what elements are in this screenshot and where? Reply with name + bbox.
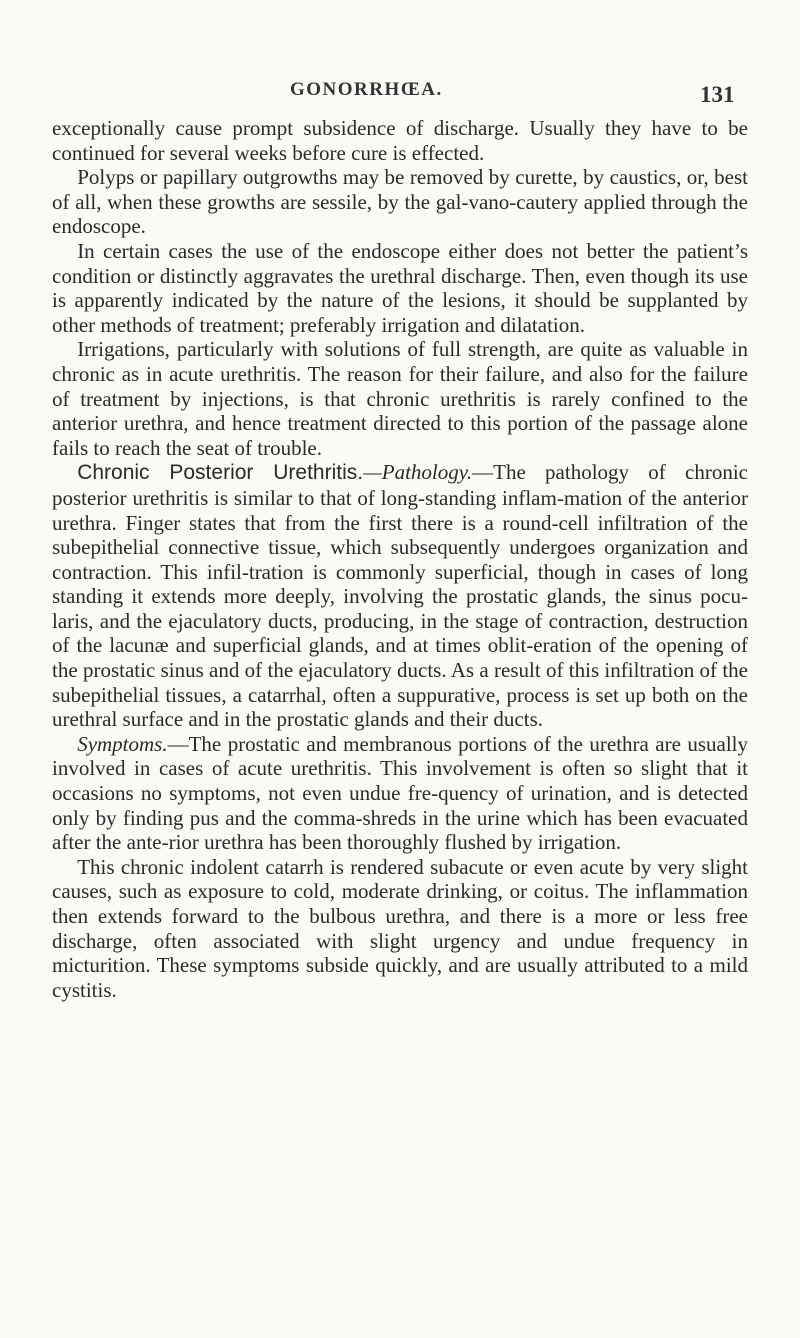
paragraph-polyps: Polyps or papillary outgrowths may be removed by curette, by caustics, or, best of all, when these growths are sessile, by the gal-vano-cautery applied through the endoscope. bbox=[52, 165, 748, 239]
pathology-subhead: —Pathology. bbox=[363, 460, 473, 485]
paragraph-continuation: exceptionally cause prompt subsidence of discharge. Usually they have to be continued for several weeks before cure is effected. bbox=[52, 116, 748, 165]
pathology-text: —The pathology of chronic posterior urethritis is similar to that of long-standing inflam-mation of the anterior urethra. Finger states that from the first there is a round-cell infiltration of the subepithelial connective tissue, which subsequently undergoes organization and contraction. This infil-tration is commonly superficial, though in cases of long standing it extends more deeply, involving the prostatic glands, the sinus pocu-laris, and the ejaculatory ducts, producing, in the stage of contraction, destruction of the lacunæ and superficial glands, and at times oblit-eration of the opening of the prostatic sinus and of the ejaculatory ducts. As a result of this infiltration of the subepithelial tissues, a catarrhal, often a suppurative, process is set up both on the urethral surface and in the prostatic glands and their ducts. bbox=[52, 460, 748, 732]
paragraph-catarrh: This chronic indolent catarrh is rendered subacute or even acute by very slight causes, such as exposure to cold, moderate drinking, or coitus. The inflammation then extends forward to the bulbous urethra, and there is a more or less free discharge, often associated with slight urgency and undue frequency in micturition. These symptoms subside quickly, and are usually attributed to a mild cystitis. bbox=[52, 854, 748, 1002]
paragraph-endoscope: In certain cases the use of the endoscope either does not better the patient’s condition or distinctly aggravates the urethral discharge. Then, even though its use is apparently indicated by the nature of the lesions, it should be supplanted by other methods of treatment; preferably irrigation and dilatation. bbox=[52, 238, 748, 337]
paragraph-irrigations: Irrigations, particularly with solutions of full strength, are quite as valuable in chronic as in acute urethritis. The reason for their failure, and also for the failure of treatment by injections, is that chronic urethritis is rarely confined to the anterior urethra, and hence treatment directed to this portion of the passage alone fails to reach the seat of trouble. bbox=[52, 337, 748, 460]
page-number: 131 bbox=[700, 82, 735, 107]
symptoms-subhead: Symptoms. bbox=[77, 731, 168, 756]
section-heading: Chronic Posterior Urethritis. bbox=[77, 461, 364, 485]
paragraph-posterior-urethritis bbox=[52, 460, 748, 732]
body-text bbox=[52, 116, 748, 1002]
symptoms-text: —The prostatic and membranous portions of the urethra are usually involved in cases of acute urethritis. This involvement is often so slight that it occasions no symptoms, not even undue fre-quency of urination, and is detected only by finding pus and the comma-shreds in the urine which has been evacuated after the ante-rior urethra has been thoroughly flushed by irrigation. bbox=[52, 731, 748, 855]
running-head bbox=[0, 79, 800, 109]
paragraph-symptoms bbox=[52, 732, 748, 855]
running-title: GONORRHŒA. bbox=[290, 79, 443, 100]
